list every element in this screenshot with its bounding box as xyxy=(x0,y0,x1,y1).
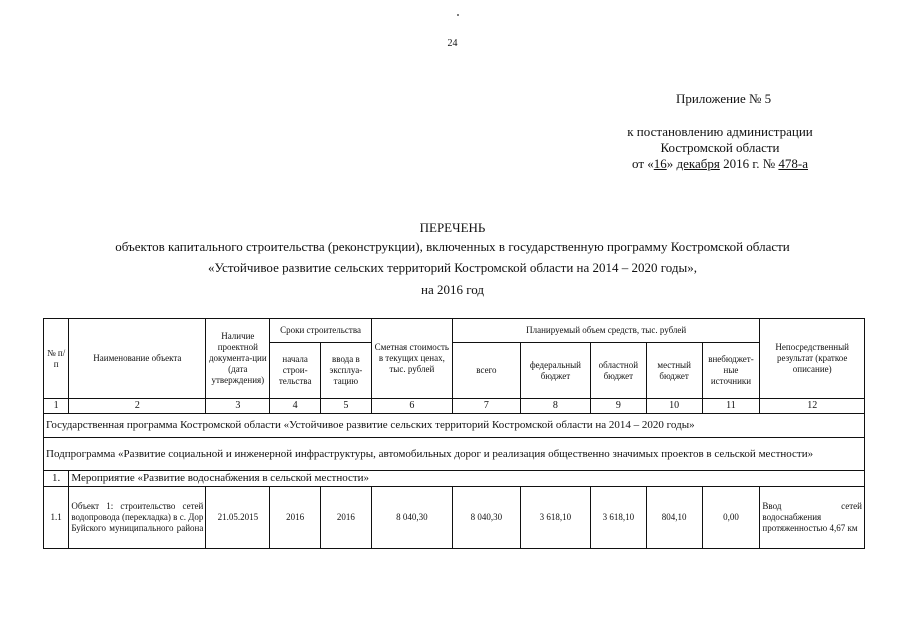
doc-subtitle-3: на 2016 год xyxy=(421,282,484,297)
col-number: 6 xyxy=(371,399,452,414)
row-end: 2016 xyxy=(321,487,372,549)
header-docs: Наличие проектной документа-ции (дата утверждения) xyxy=(206,319,270,399)
header-terms: Сроки строительства xyxy=(270,319,371,343)
header-regional: областной бюджет xyxy=(590,343,646,399)
date-prefix: от « xyxy=(631,156,654,171)
row-docs: 21.05.2015 xyxy=(206,487,270,549)
header-planned: Планируемый объем средств, тыс. рублей xyxy=(452,319,759,343)
decree-number: 478-а xyxy=(778,156,809,171)
row-regional: 3 618,10 xyxy=(590,487,646,549)
objects-table xyxy=(43,318,865,549)
col-number: 9 xyxy=(590,399,646,414)
date-year: 2016 г. № xyxy=(719,156,779,171)
scan-dot xyxy=(457,14,459,16)
col-number: 5 xyxy=(321,399,372,414)
doc-subtitle-1: объектов капитального строительства (реконструкции), включенных в государственную программу Костромской области xyxy=(115,239,790,254)
row-result: Ввод сетей водоснабжения протяженностью 4,67 км xyxy=(760,487,865,549)
row-cost: 8 040,30 xyxy=(371,487,452,549)
col-number: 11 xyxy=(702,399,760,414)
row-total: 8 040,30 xyxy=(452,487,520,549)
row-federal: 3 618,10 xyxy=(520,487,590,549)
col-number: 7 xyxy=(452,399,520,414)
decree-line-1: к постановлению администрации xyxy=(627,124,813,139)
date-month: декабря xyxy=(676,156,720,171)
row-name: Объект 1: строительство сетей водопровода (перекладка) в с. Дор Буйского муниципального района xyxy=(69,487,206,549)
col-number: 4 xyxy=(270,399,321,414)
decree-line-2: Костромской области xyxy=(660,140,780,155)
page-number: 24 xyxy=(447,38,458,49)
col-number: 3 xyxy=(206,399,270,414)
date-day: 16 xyxy=(653,156,667,171)
decree-date xyxy=(560,156,880,172)
header-num: № п/п xyxy=(44,319,69,399)
col-number: 8 xyxy=(520,399,590,414)
row-local: 804,10 xyxy=(646,487,702,549)
header-term-start: начала строи-тельства xyxy=(270,343,321,399)
doc-title: ПЕРЕЧЕНЬ xyxy=(419,220,486,235)
header-local: местный бюджет xyxy=(646,343,702,399)
decree-reference xyxy=(560,124,880,172)
header-federal: федеральный бюджет xyxy=(520,343,590,399)
subprogram-row: Подпрограмма «Развитие социальной и инженерной инфраструктуры, автомобильных дорог и реализация общественно значимых проектов в сельской местности» xyxy=(44,438,865,471)
header-result: Непосредственный результат (краткое описание) xyxy=(760,319,865,399)
header-total: всего xyxy=(452,343,520,399)
col-number: 12 xyxy=(760,399,865,414)
row-num: 1.1 xyxy=(44,487,69,549)
row-offbudget: 0,00 xyxy=(702,487,760,549)
header-cost: Сметная стоимость в текущих ценах, тыс. рублей xyxy=(371,319,452,399)
appendix-title: Приложение № 5 xyxy=(676,91,772,106)
row-start: 2016 xyxy=(270,487,321,549)
measure-num: 1. xyxy=(44,471,69,487)
date-mid: » xyxy=(666,156,677,171)
doc-subtitle-2: «Устойчивое развитие сельских территорий Костромской области на 2014 – 2020 годы», xyxy=(208,260,697,275)
table-row xyxy=(44,487,865,549)
measure-row: Мероприятие «Развитие водоснабжения в сельской местности» xyxy=(69,471,865,487)
col-number: 2 xyxy=(69,399,206,414)
col-number: 1 xyxy=(44,399,69,414)
header-term-end: ввода в эксплуа-тацию xyxy=(321,343,372,399)
header-name: Наименование объекта xyxy=(69,319,206,399)
program-row: Государственная программа Костромской области «Устойчивое развитие сельских территорий Костромской области на 2014 – 2020 годы» xyxy=(44,414,865,438)
header-offbudget: внебюджет-ные источники xyxy=(702,343,760,399)
col-number: 10 xyxy=(646,399,702,414)
